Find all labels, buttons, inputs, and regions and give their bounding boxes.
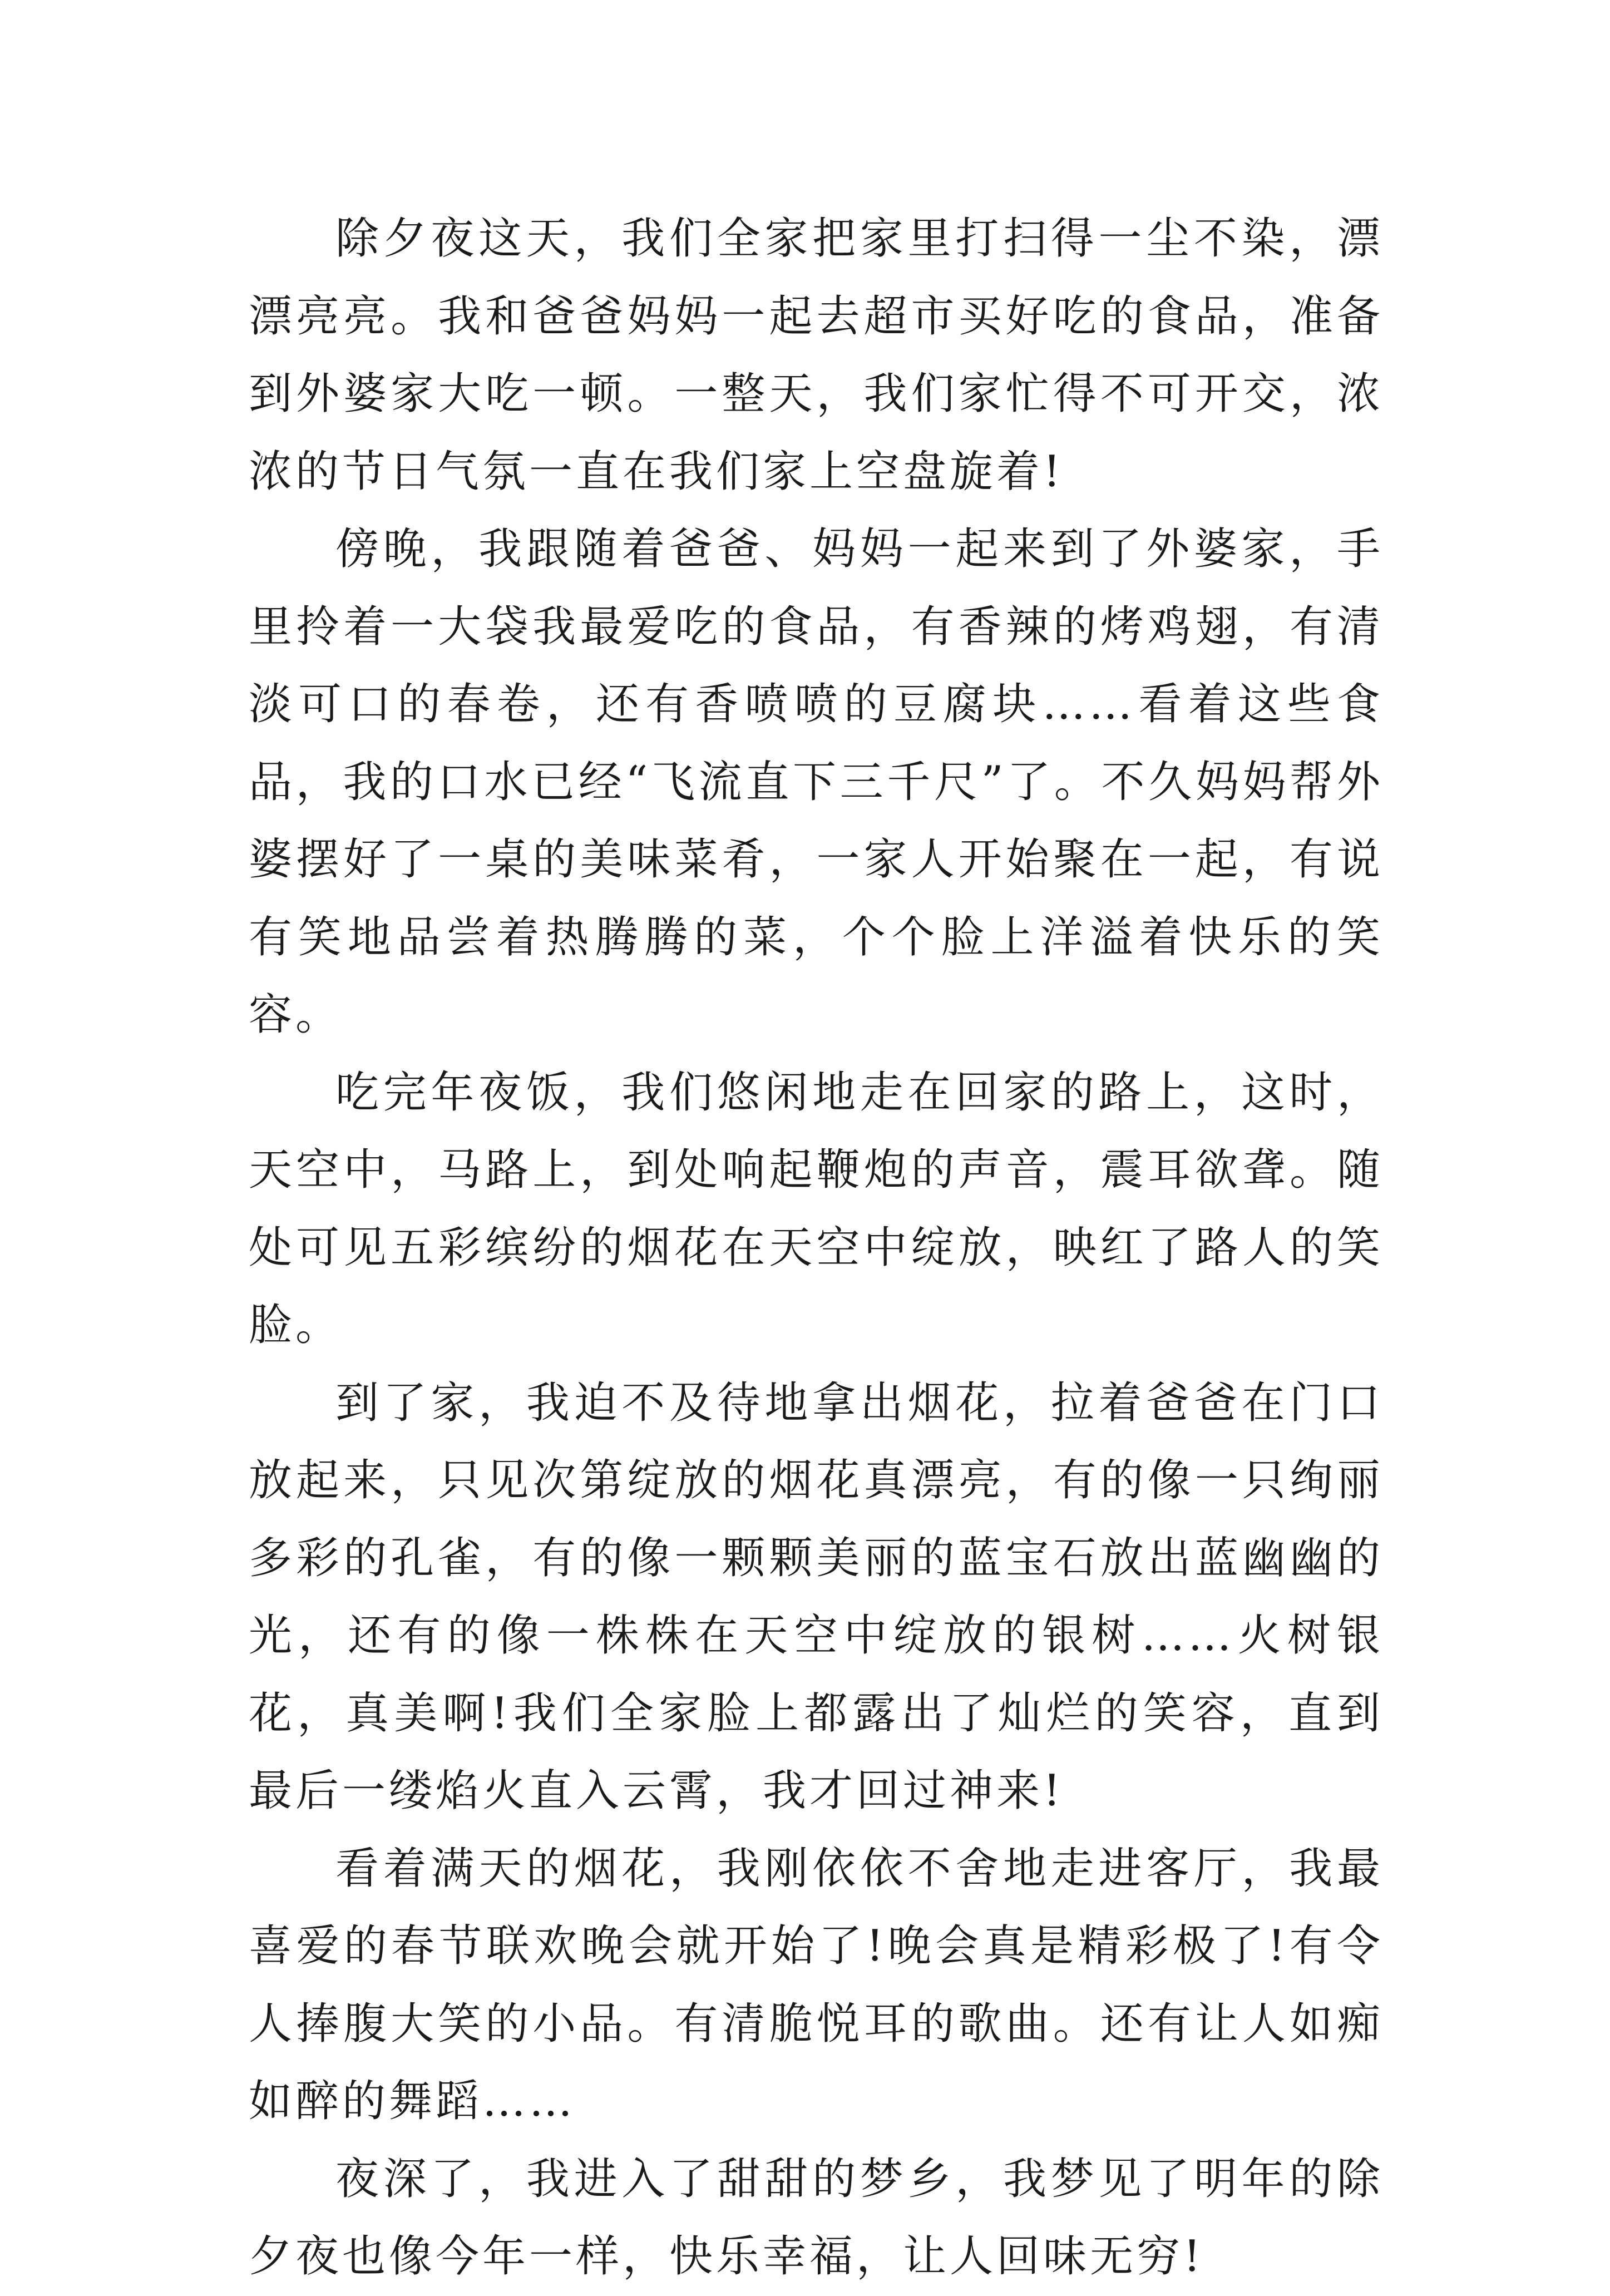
paragraph-2: 傍晚，我跟随着爸爸、妈妈一起来到了外婆家，手里拎着一大袋我最爱吃的食品，有香辣的烤鸡翅，有清淡可口的春卷，还有香喷喷的豆腐块……看着这些食品，我的口水已经“飞流直下三千尺”了。不久妈妈帮外婆摆好了一桌的美味菜肴，一家人开始聚在一起，有说有笑地品尝着热腾腾的菜，个个脸上洋溢着快乐的笑容。 [249,524,1384,1040]
paragraph-4: 到了家，我迫不及待地拿出烟花，拉着爸爸在门口放起来，只见次第绽放的烟花真漂亮，有的像一只绚丽多彩的孔雀，有的像一颗颗美丽的蓝宝石放出蓝幽幽的光，还有的像一株株在天空中绽放的银树……火树银花，真美啊!我们全家脸上都露出了灿烂的笑容，直到最后一缕焰火直入云霄，我才回过神来! [249,1377,1384,1816]
essay-body [249,200,1384,2296]
paragraph-5: 看着满天的烟花，我刚依依不舍地走进客厅，我最喜爱的春节联欢晚会就开始了!晚会真是精彩极了!有令人捧腹大笑的小品。有清脆悦耳的歌曲。还有让人如痴如醉的舞蹈…… [249,1843,1384,2126]
paragraph-1: 除夕夜这天，我们全家把家里打扫得一尘不染，漂漂亮亮。我和爸爸妈妈一起去超市买好吃的食品，准备到外婆家大吃一顿。一整天，我们家忙得不可开交，浓浓的节日气氛一直在我们家上空盘旋着! [249,214,1384,497]
paragraph-3: 吃完年夜饭，我们悠闲地走在回家的路上，这时，天空中，马路上，到处响起鞭炮的声音，震耳欲聋。随处可见五彩缤纷的烟花在天空中绽放，映红了路人的笑脸。 [249,1067,1384,1350]
paragraph-6: 夜深了，我进入了甜甜的梦乡，我梦见了明年的除夕夜也像今年一样，快乐幸福，让人回味无穷! [249,2154,1384,2282]
